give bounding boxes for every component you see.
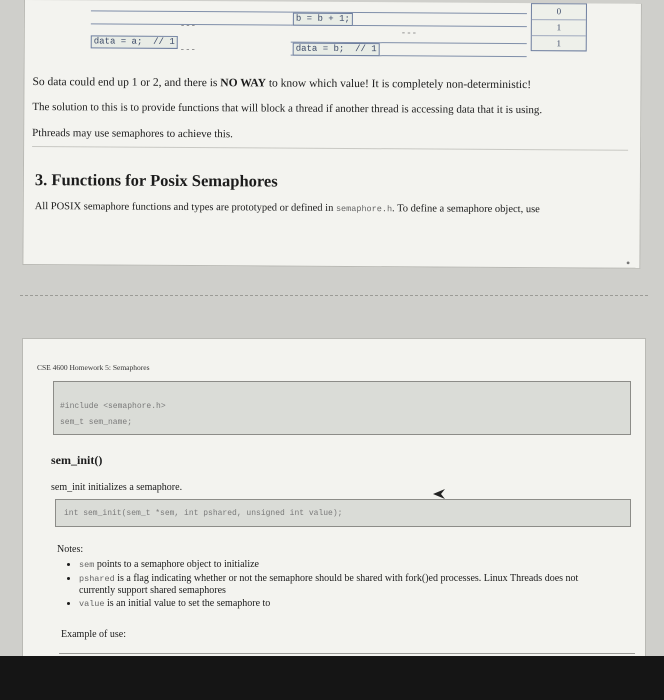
data-value-column [531, 3, 587, 51]
paragraph-nondeterministic [32, 76, 531, 91]
notes-label: Notes: [57, 544, 84, 555]
document-page-bottom [22, 338, 646, 658]
data-value: 1 [532, 20, 586, 36]
sem-init-description: sem_init initializes a semaphore. [51, 482, 183, 493]
section-divider [32, 146, 628, 151]
inline-code: sem [79, 560, 95, 570]
paragraph-text: So data could end up 1 or 2, and there is [32, 76, 221, 90]
list-item-text: is a flag indicating whether or not the semaphore should be shared with fork()ed processes. Linux Threads does not currently support shared semaphores [79, 572, 579, 596]
inline-code: pshared [79, 573, 115, 584]
subheading-sem-init: sem_init() [51, 453, 103, 467]
data-value: 0 [532, 4, 586, 20]
diagram-dashes: --- [179, 20, 197, 32]
notes-list [69, 559, 609, 611]
paragraph-text: All POSIX semaphore functions and types are prototyped or defined in [34, 201, 337, 214]
laptop-bezel [0, 656, 664, 700]
code-block-signature [55, 499, 631, 527]
emphasis-text: NO WAY [220, 77, 267, 90]
document-page-top [22, 0, 642, 269]
paragraph-solution: The solution to this is to provide functions that will block a thread if another thread is accessing data that it is using. [32, 101, 543, 117]
running-header: CSE 4600 Homework 5: Semaphores [37, 363, 150, 372]
inline-code: value [79, 598, 105, 609]
code-line: #include <semaphore.h> [60, 402, 166, 411]
diagram-dashes: --- [400, 28, 418, 39]
paragraph-posix-intro [35, 201, 540, 215]
example-label: Example of use: [61, 629, 126, 640]
code-line: sem_t sem_name; [60, 418, 133, 427]
stray-mark: • [626, 256, 631, 270]
paragraph-text: to know which value! It is completely non-deterministic! [265, 77, 532, 92]
list-item [79, 573, 609, 597]
inline-code: semaphore.h [335, 203, 393, 215]
list-item [79, 598, 609, 611]
code-block-include [53, 381, 631, 435]
data-value: 1 [556, 38, 562, 49]
thread-statement-right: data = b; // 1 [293, 43, 380, 57]
race-diagram [25, 0, 641, 56]
paragraph-text: . To define a semaphore object, use [392, 203, 540, 216]
mouse-pointer-icon [432, 488, 446, 500]
list-item-text: points to a semaphore object to initialize [94, 559, 259, 570]
list-item [79, 559, 609, 572]
thread-statement-top: b = b + 1; [293, 13, 353, 26]
diagram-row [91, 10, 291, 25]
thread-statement-left: data = a; // 1 [91, 35, 178, 49]
diagram-dashes: --- [179, 44, 196, 56]
page-separator [20, 295, 648, 296]
paragraph-pthreads: Pthreads may use semaphores to achieve this. [32, 127, 233, 141]
section-heading: 3. Functions for Posix Semaphores [34, 170, 278, 191]
code-line: int sem_init(sem_t *sem, int pshared, unsigned int value); [64, 509, 343, 518]
section-divider [59, 653, 635, 654]
list-item-text: is an initial value to set the semaphore to [104, 597, 271, 609]
